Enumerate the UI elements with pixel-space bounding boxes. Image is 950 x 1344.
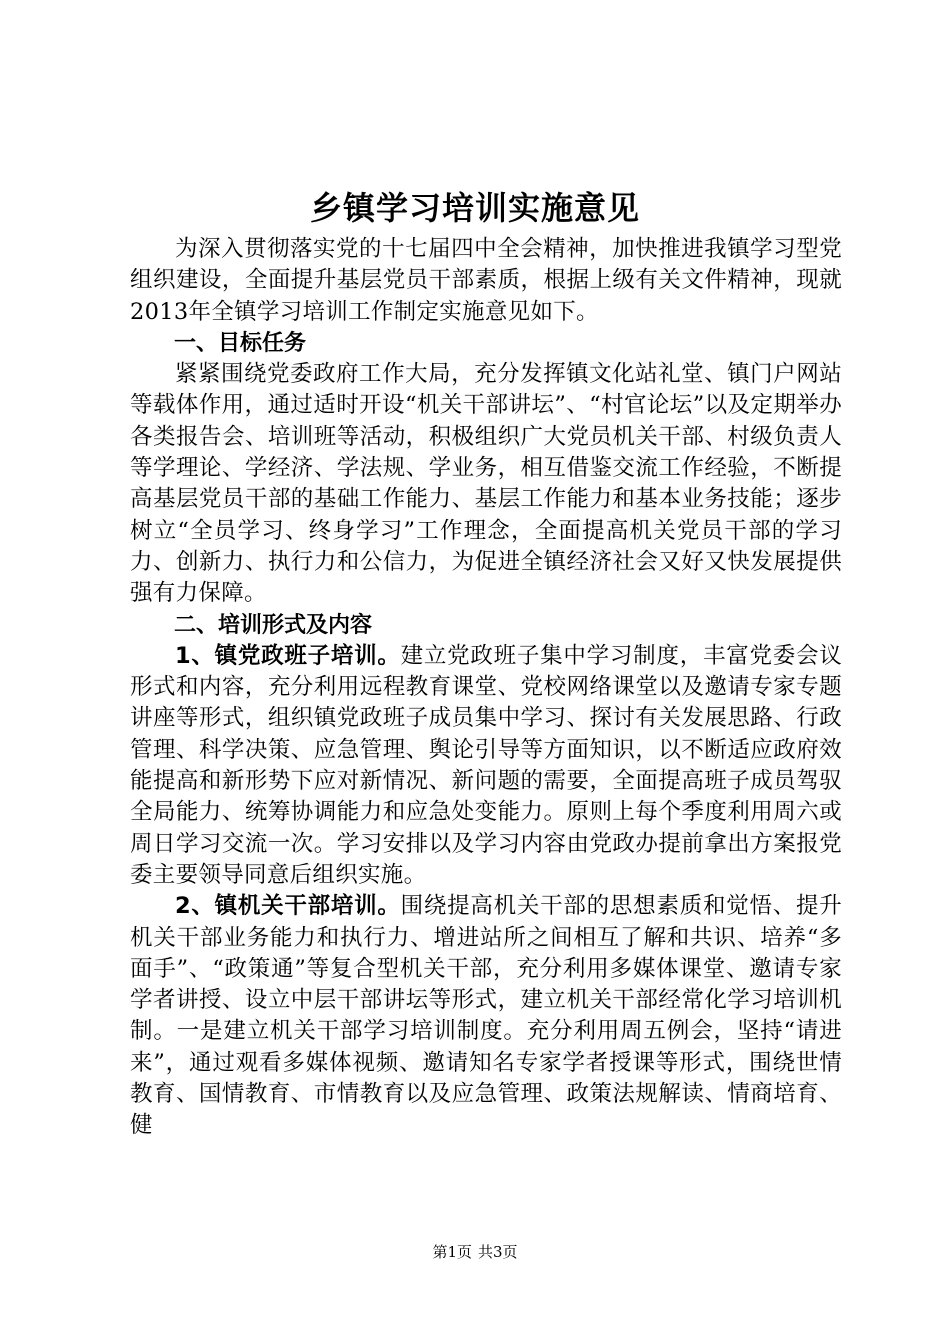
section-heading-training: 二、培训形式及内容 xyxy=(174,612,373,638)
training-item-1 xyxy=(130,641,842,891)
training-item-2-lead: 2、镇机关干部培训。 xyxy=(175,893,401,920)
document-body xyxy=(130,234,842,1142)
page-total: 共3页 xyxy=(478,1243,518,1261)
document-title: 乡镇学习培训实施意见 xyxy=(309,189,640,227)
section-heading-goals: 一、目标任务 xyxy=(174,330,307,356)
page-footer xyxy=(0,1242,950,1262)
goals-paragraph: 紧紧围绕党委政府工作大局，充分发挥镇文化站礼堂、镇门户网站等载体作用，通过适时开设“机关干部讲坛”、“村官论坛”以及定期举办各类报告会、培训班等活动，积极组织广大党员机关干部、村级负责人等学理论、学经济、学法规、学业务，相互借鉴交流工作经验，不断提高基层党员干部的基础工作能力、基层工作能力和基本业务技能；逐步树立“全员学习、终身学习”工作理念，全面提高机关党员干部的学习力、创新力、执行力和公信力，为促进全镇经济社会又好又快发展提供强有力保障。 xyxy=(130,361,842,607)
training-item-2 xyxy=(130,891,842,1141)
training-item-1-lead: 1、镇党政班子培训。 xyxy=(175,642,401,669)
page-number: 第1页 xyxy=(432,1243,472,1261)
training-item-2-body: 围绕提高机关干部的思想素质和觉悟、提升机关干部业务能力和执行力、增进站所之间相互了解和共识、培养“多面手”、“政策通”等复合型机关干部，充分利用多媒体课堂、邀请专家学者讲授、设立中层干部讲坛等形式，建立机关干部经常化学习培训机制。一是建立机关干部学习培训制度。充分利用周五例会，坚持“请进来”，通过观看多媒体视频、邀请知名专家学者授课等形式，围绕世情教育、国情教育、市情教育以及应急管理、政策法规解读、情商培育、健 xyxy=(130,893,842,1139)
training-item-1-body: 建立党政班子集中学习制度，丰富党委会议形式和内容，充分利用远程教育课堂、党校网络课堂以及邀请专家专题讲座等形式，组织镇党政班子成员集中学习、探讨有关发展思路、行政管理、科学决策、应急管理、舆论引导等方面知识，以不断适应政府效能提高和新形势下应对新情况、新问题的需要，全面提高班子成员驾驭全局能力、统筹协调能力和应急处变能力。原则上每个季度利用周六或周日学习交流一次。学习安排以及学习内容由党政办提前拿出方案报党委主要领导同意后组织实施。 xyxy=(130,642,842,888)
intro-paragraph: 为深入贯彻落实党的十七届四中全会精神，加快推进我镇学习型党组织建设，全面提升基层党员干部素质，根据上级有关文件精神，现就2013年全镇学习培训工作制定实施意见如下。 xyxy=(130,236,842,325)
